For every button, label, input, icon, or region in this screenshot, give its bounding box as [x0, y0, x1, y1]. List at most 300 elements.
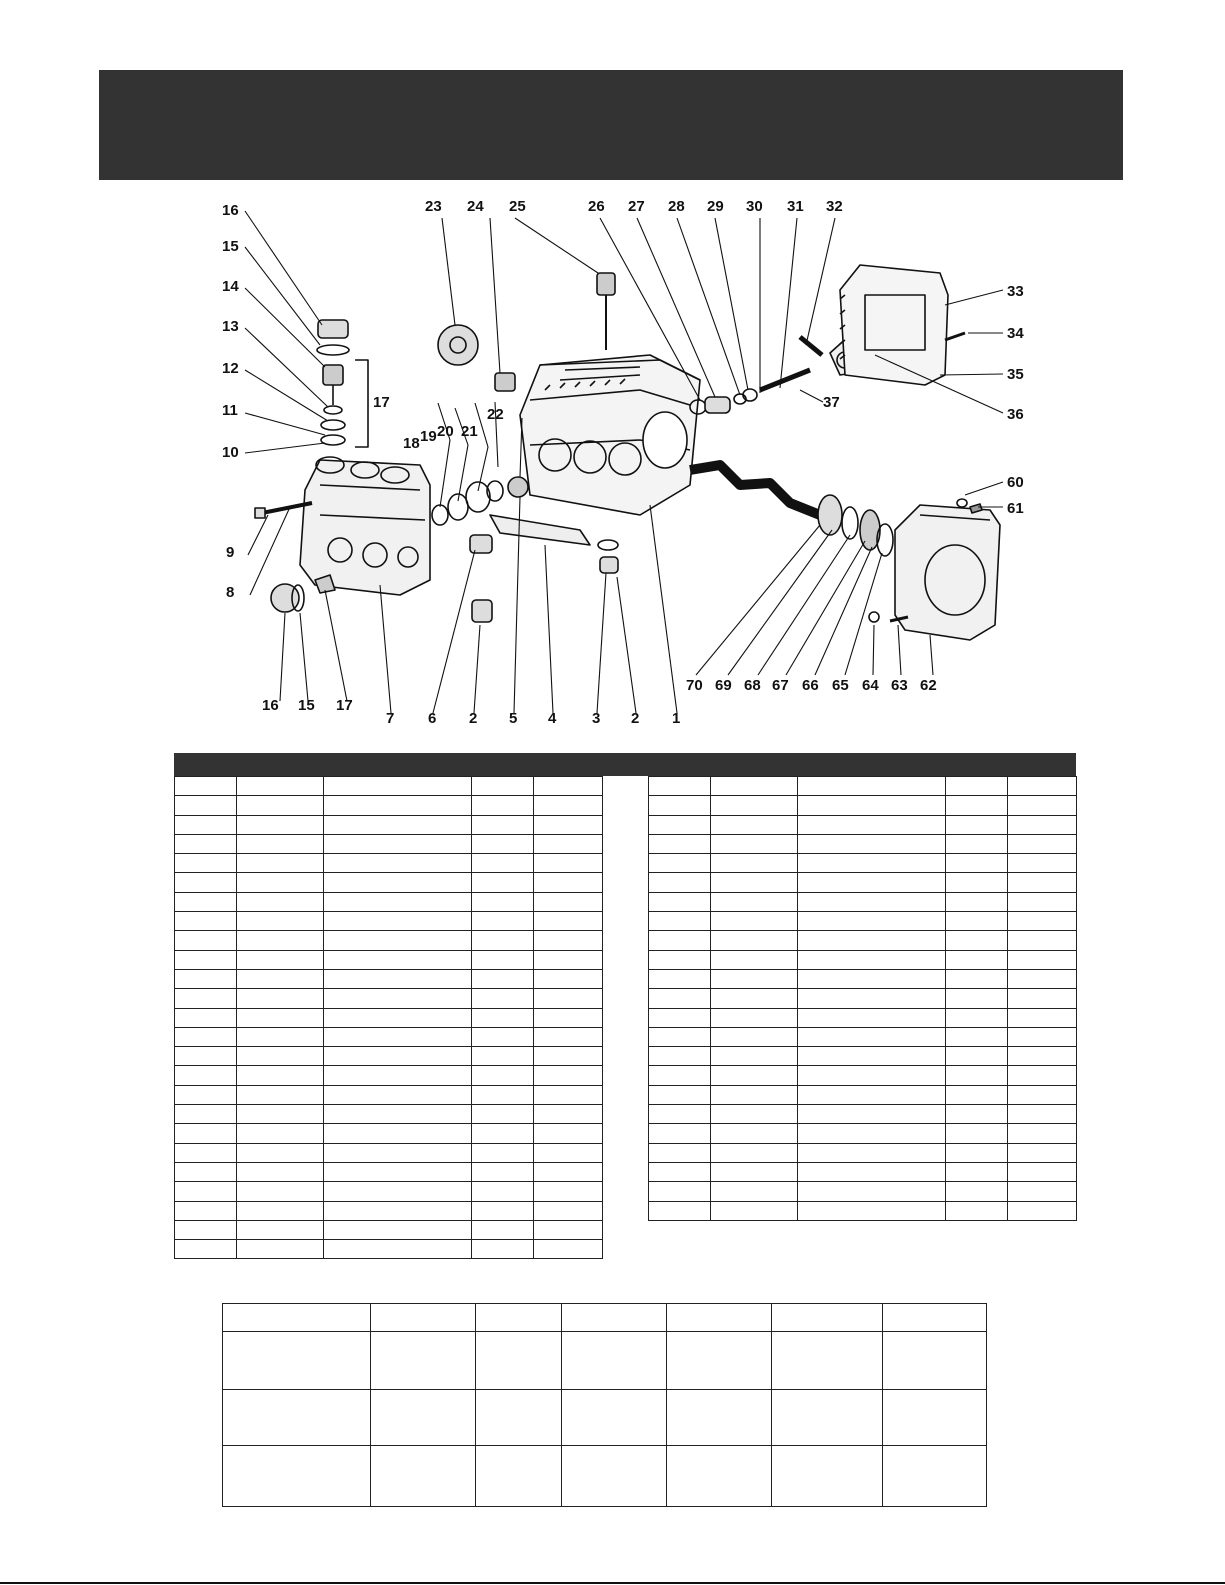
- table-cell: [946, 1008, 1008, 1027]
- table-cell: [237, 1085, 324, 1104]
- table-cell: [223, 1446, 371, 1507]
- table-cell: [1008, 1162, 1077, 1181]
- table-cell: [324, 1047, 472, 1066]
- table-cell: [946, 815, 1008, 834]
- table-cell: [946, 1162, 1008, 1181]
- table-row: [649, 989, 1077, 1008]
- table-cell: [237, 1182, 324, 1201]
- callout-36: 36: [1007, 406, 1024, 423]
- table-cell: [324, 969, 472, 988]
- bottom-cover: [490, 515, 590, 545]
- callout-19: 19: [420, 428, 437, 445]
- table-cell: [534, 969, 603, 988]
- callout-22: 22: [487, 406, 504, 423]
- parts-table-header: [174, 753, 1076, 776]
- table-cell: [175, 989, 237, 1008]
- table-cell: [472, 796, 534, 815]
- table-cell: [324, 873, 472, 892]
- callout-14: 14: [222, 278, 239, 295]
- table-cell: [237, 931, 324, 950]
- table-cell: [711, 815, 798, 834]
- table-row: [175, 796, 603, 815]
- callout-27: 27: [628, 198, 645, 215]
- table-cell: [472, 892, 534, 911]
- parts-list-right: [648, 776, 1077, 1221]
- table-cell: [175, 1124, 237, 1143]
- table-row: [649, 815, 1077, 834]
- callout-67: 67: [772, 677, 789, 694]
- table-cell: [798, 1027, 946, 1046]
- page-header-bar: [99, 70, 1123, 180]
- table-cell: [798, 1201, 946, 1220]
- table-cell: [1008, 854, 1077, 873]
- table-cell: [324, 815, 472, 834]
- callout-5: 5: [509, 710, 518, 727]
- table-cell: [711, 1008, 798, 1027]
- callout-60: 60: [1007, 474, 1024, 491]
- table-cell: [649, 969, 711, 988]
- spec-row: [223, 1390, 987, 1446]
- table-cell: [562, 1304, 667, 1332]
- callout-20: 20: [437, 423, 454, 440]
- table-cell: [1008, 1182, 1077, 1201]
- table-cell: [649, 931, 711, 950]
- specification-table: [222, 1303, 987, 1507]
- table-cell: [472, 815, 534, 834]
- table-cell: [798, 1162, 946, 1181]
- table-cell: [472, 969, 534, 988]
- table-cell: [237, 1027, 324, 1046]
- table-cell: [946, 1143, 1008, 1162]
- table-row: [175, 1182, 603, 1201]
- table-cell: [667, 1446, 772, 1507]
- table-cell: [237, 969, 324, 988]
- table-cell: [472, 854, 534, 873]
- callout-8: 8: [226, 584, 235, 601]
- table-cell: [1008, 815, 1077, 834]
- table-cell: [649, 950, 711, 969]
- table-row: [175, 1066, 603, 1085]
- table-cell: [1008, 1201, 1077, 1220]
- table-cell: [772, 1446, 883, 1507]
- table-cell: [237, 1240, 324, 1259]
- table-row: [175, 1124, 603, 1143]
- manifold-head: [300, 457, 430, 595]
- spec-row: [223, 1446, 987, 1507]
- table-cell: [711, 1143, 798, 1162]
- table-cell: [175, 873, 237, 892]
- table-cell: [476, 1390, 562, 1446]
- table-cell: [175, 1240, 237, 1259]
- table-cell: [237, 1220, 324, 1239]
- table-cell: [472, 1220, 534, 1239]
- table-cell: [237, 1143, 324, 1162]
- table-cell: [1008, 796, 1077, 815]
- table-cell: [472, 1240, 534, 1259]
- table-cell: [324, 1027, 472, 1046]
- table-cell: [237, 796, 324, 815]
- callout-2b: 2: [631, 710, 640, 727]
- table-cell: [772, 1390, 883, 1446]
- table-cell: [534, 1162, 603, 1181]
- table-row: [649, 1201, 1077, 1220]
- table-row: [649, 1066, 1077, 1085]
- table-cell: [711, 1047, 798, 1066]
- table-cell: [946, 1066, 1008, 1085]
- table-row: [649, 1085, 1077, 1104]
- table-cell: [534, 1182, 603, 1201]
- table-cell: [237, 1066, 324, 1085]
- callout-64: 64: [862, 677, 879, 694]
- table-row: [649, 1047, 1077, 1066]
- table-cell: [237, 1124, 324, 1143]
- table-cell: [649, 1162, 711, 1181]
- table-cell: [946, 777, 1008, 796]
- table-cell: [324, 1182, 472, 1201]
- table-cell: [472, 873, 534, 892]
- table-cell: [237, 873, 324, 892]
- table-row: [175, 892, 603, 911]
- table-cell: [649, 1066, 711, 1085]
- table-cell: [237, 1008, 324, 1027]
- table-cell: [175, 796, 237, 815]
- table-cell: [649, 989, 711, 1008]
- table-row: [649, 1027, 1077, 1046]
- table-cell: [534, 1124, 603, 1143]
- callout-65: 65: [832, 677, 849, 694]
- table-row: [649, 950, 1077, 969]
- callout-30: 30: [746, 198, 763, 215]
- callout-31: 31: [787, 198, 804, 215]
- table-cell: [711, 1027, 798, 1046]
- table-row: [175, 1085, 603, 1104]
- table-cell: [1008, 989, 1077, 1008]
- table-cell: [476, 1304, 562, 1332]
- table-cell: [798, 815, 946, 834]
- table-cell: [534, 1105, 603, 1124]
- table-row: [649, 796, 1077, 815]
- table-cell: [324, 1124, 472, 1143]
- table-cell: [883, 1304, 987, 1332]
- table-cell: [798, 989, 946, 1008]
- table-cell: [667, 1304, 772, 1332]
- table-cell: [883, 1446, 987, 1507]
- table-cell: [534, 1047, 603, 1066]
- table-cell: [1008, 1066, 1077, 1085]
- table-cell: [237, 834, 324, 853]
- table-cell: [534, 834, 603, 853]
- table-cell: [324, 1066, 472, 1085]
- table-cell: [534, 873, 603, 892]
- table-row: [175, 1220, 603, 1239]
- table-cell: [1008, 1085, 1077, 1104]
- table-cell: [175, 854, 237, 873]
- table-cell: [649, 854, 711, 873]
- table-cell: [711, 854, 798, 873]
- table-row: [175, 777, 603, 796]
- callout-4: 4: [548, 710, 557, 727]
- table-cell: [798, 1047, 946, 1066]
- table-cell: [798, 834, 946, 853]
- table-cell: [946, 873, 1008, 892]
- table-row: [649, 912, 1077, 931]
- callout-3: 3: [592, 710, 601, 727]
- table-cell: [324, 1201, 472, 1220]
- table-row: [175, 1105, 603, 1124]
- table-cell: [649, 1008, 711, 1027]
- callout-12: 12: [222, 360, 239, 377]
- table-row: [175, 1201, 603, 1220]
- table-cell: [472, 1105, 534, 1124]
- table-cell: [324, 989, 472, 1008]
- table-cell: [472, 1027, 534, 1046]
- table-cell: [711, 969, 798, 988]
- table-cell: [175, 1220, 237, 1239]
- table-cell: [534, 950, 603, 969]
- table-cell: [175, 1201, 237, 1220]
- table-cell: [1008, 912, 1077, 931]
- table-row: [175, 815, 603, 834]
- table-cell: [237, 1047, 324, 1066]
- table-cell: [1008, 1124, 1077, 1143]
- table-cell: [711, 1066, 798, 1085]
- table-row: [649, 1182, 1077, 1201]
- table-row: [175, 854, 603, 873]
- table-cell: [472, 1182, 534, 1201]
- table-cell: [946, 1047, 1008, 1066]
- table-cell: [472, 1085, 534, 1104]
- table-cell: [371, 1390, 476, 1446]
- table-cell: [237, 912, 324, 931]
- table-cell: [711, 892, 798, 911]
- table-row: [649, 931, 1077, 950]
- table-cell: [711, 1182, 798, 1201]
- table-cell: [562, 1332, 667, 1390]
- table-cell: [175, 1182, 237, 1201]
- callout-7: 7: [386, 710, 395, 727]
- spec-row: [223, 1304, 987, 1332]
- table-cell: [649, 796, 711, 815]
- table-cell: [946, 892, 1008, 911]
- table-cell: [711, 912, 798, 931]
- table-cell: [223, 1332, 371, 1390]
- table-cell: [1008, 873, 1077, 892]
- table-cell: [534, 1240, 603, 1259]
- table-cell: [472, 950, 534, 969]
- table-row: [649, 969, 1077, 988]
- table-cell: [472, 1124, 534, 1143]
- table-cell: [946, 950, 1008, 969]
- table-cell: [534, 1220, 603, 1239]
- table-cell: [371, 1446, 476, 1507]
- parts-list-left: [174, 776, 603, 1259]
- table-cell: [649, 1027, 711, 1046]
- table-cell: [237, 950, 324, 969]
- exploded-pump-diagram: [0, 185, 1225, 745]
- table-cell: [649, 892, 711, 911]
- table-cell: [798, 1066, 946, 1085]
- table-cell: [711, 1124, 798, 1143]
- table-cell: [175, 1085, 237, 1104]
- table-row: [175, 834, 603, 853]
- table-cell: [562, 1446, 667, 1507]
- table-cell: [534, 931, 603, 950]
- table-cell: [649, 1201, 711, 1220]
- table-cell: [237, 1105, 324, 1124]
- table-cell: [175, 1008, 237, 1027]
- table-cell: [324, 854, 472, 873]
- table-cell: [798, 892, 946, 911]
- table-cell: [711, 989, 798, 1008]
- callout-16: 16: [222, 202, 239, 219]
- table-cell: [1008, 1047, 1077, 1066]
- table-cell: [883, 1332, 987, 1390]
- table-cell: [1008, 777, 1077, 796]
- table-cell: [324, 1008, 472, 1027]
- table-cell: [175, 834, 237, 853]
- table-cell: [223, 1304, 371, 1332]
- callout-28: 28: [668, 198, 685, 215]
- table-cell: [946, 834, 1008, 853]
- table-cell: [534, 777, 603, 796]
- table-cell: [946, 1027, 1008, 1046]
- table-cell: [667, 1390, 772, 1446]
- callout-35: 35: [1007, 366, 1024, 383]
- callout-21: 21: [461, 423, 478, 440]
- table-cell: [649, 912, 711, 931]
- table-cell: [1008, 950, 1077, 969]
- callout-32: 32: [826, 198, 843, 215]
- spec-row: [223, 1332, 987, 1390]
- table-cell: [1008, 1143, 1077, 1162]
- callout-63: 63: [891, 677, 908, 694]
- table-cell: [237, 854, 324, 873]
- table-row: [175, 1008, 603, 1027]
- callout-16b: 16: [262, 697, 279, 714]
- table-cell: [798, 950, 946, 969]
- table-cell: [324, 1105, 472, 1124]
- callout-15b: 15: [298, 697, 315, 714]
- table-cell: [711, 1162, 798, 1181]
- table-cell: [175, 969, 237, 988]
- table-cell: [711, 1201, 798, 1220]
- table-row: [175, 1143, 603, 1162]
- table-cell: [649, 1182, 711, 1201]
- table-cell: [798, 1124, 946, 1143]
- table-cell: [1008, 1008, 1077, 1027]
- table-cell: [472, 931, 534, 950]
- callout-34: 34: [1007, 325, 1024, 342]
- table-row: [175, 950, 603, 969]
- table-cell: [472, 1162, 534, 1181]
- table-cell: [946, 912, 1008, 931]
- callout-62: 62: [920, 677, 937, 694]
- table-cell: [175, 1066, 237, 1085]
- table-cell: [883, 1390, 987, 1446]
- table-cell: [798, 969, 946, 988]
- table-cell: [472, 1008, 534, 1027]
- bearing-cover: [895, 505, 1000, 640]
- table-cell: [476, 1446, 562, 1507]
- table-cell: [175, 777, 237, 796]
- table-cell: [946, 1182, 1008, 1201]
- table-row: [649, 854, 1077, 873]
- callout-17b: 17: [336, 697, 353, 714]
- table-cell: [798, 912, 946, 931]
- table-cell: [175, 892, 237, 911]
- crankshaft: [690, 465, 893, 556]
- table-cell: [649, 873, 711, 892]
- table-cell: [324, 912, 472, 931]
- table-cell: [324, 1085, 472, 1104]
- table-cell: [649, 1124, 711, 1143]
- table-cell: [946, 931, 1008, 950]
- table-cell: [798, 1143, 946, 1162]
- rear-cover: [840, 265, 948, 385]
- table-cell: [534, 1143, 603, 1162]
- table-cell: [772, 1332, 883, 1390]
- table-cell: [324, 1162, 472, 1181]
- table-cell: [1008, 931, 1077, 950]
- table-cell: [324, 931, 472, 950]
- callout-25: 25: [509, 198, 526, 215]
- callout-6: 6: [428, 710, 437, 727]
- table-cell: [649, 777, 711, 796]
- table-cell: [649, 834, 711, 853]
- table-cell: [649, 1085, 711, 1104]
- table-row: [649, 1162, 1077, 1181]
- table-cell: [798, 777, 946, 796]
- crankcase-housing: [520, 355, 700, 515]
- table-cell: [798, 796, 946, 815]
- table-cell: [534, 1027, 603, 1046]
- table-cell: [476, 1332, 562, 1390]
- callout-69: 69: [715, 677, 732, 694]
- table-cell: [237, 989, 324, 1008]
- table-cell: [534, 1066, 603, 1085]
- table-cell: [798, 1182, 946, 1201]
- callout-17-bracket: 17: [373, 394, 390, 411]
- table-cell: [798, 931, 946, 950]
- callout-66: 66: [802, 677, 819, 694]
- table-cell: [946, 1085, 1008, 1104]
- valve-stack: [317, 320, 368, 447]
- table-cell: [534, 815, 603, 834]
- table-cell: [472, 777, 534, 796]
- table-cell: [798, 873, 946, 892]
- table-cell: [711, 834, 798, 853]
- table-cell: [324, 892, 472, 911]
- callout-61: 61: [1007, 500, 1024, 517]
- table-cell: [534, 1201, 603, 1220]
- table-cell: [534, 912, 603, 931]
- callout-24: 24: [467, 198, 484, 215]
- table-cell: [534, 989, 603, 1008]
- table-cell: [472, 1047, 534, 1066]
- table-cell: [175, 912, 237, 931]
- table-cell: [649, 1105, 711, 1124]
- callout-15: 15: [222, 238, 239, 255]
- table-cell: [1008, 834, 1077, 853]
- table-cell: [946, 1201, 1008, 1220]
- callout-33: 33: [1007, 283, 1024, 300]
- table-cell: [649, 1143, 711, 1162]
- callout-10: 10: [222, 444, 239, 461]
- callout-13: 13: [222, 318, 239, 335]
- table-row: [649, 1124, 1077, 1143]
- table-row: [175, 969, 603, 988]
- table-cell: [175, 1162, 237, 1181]
